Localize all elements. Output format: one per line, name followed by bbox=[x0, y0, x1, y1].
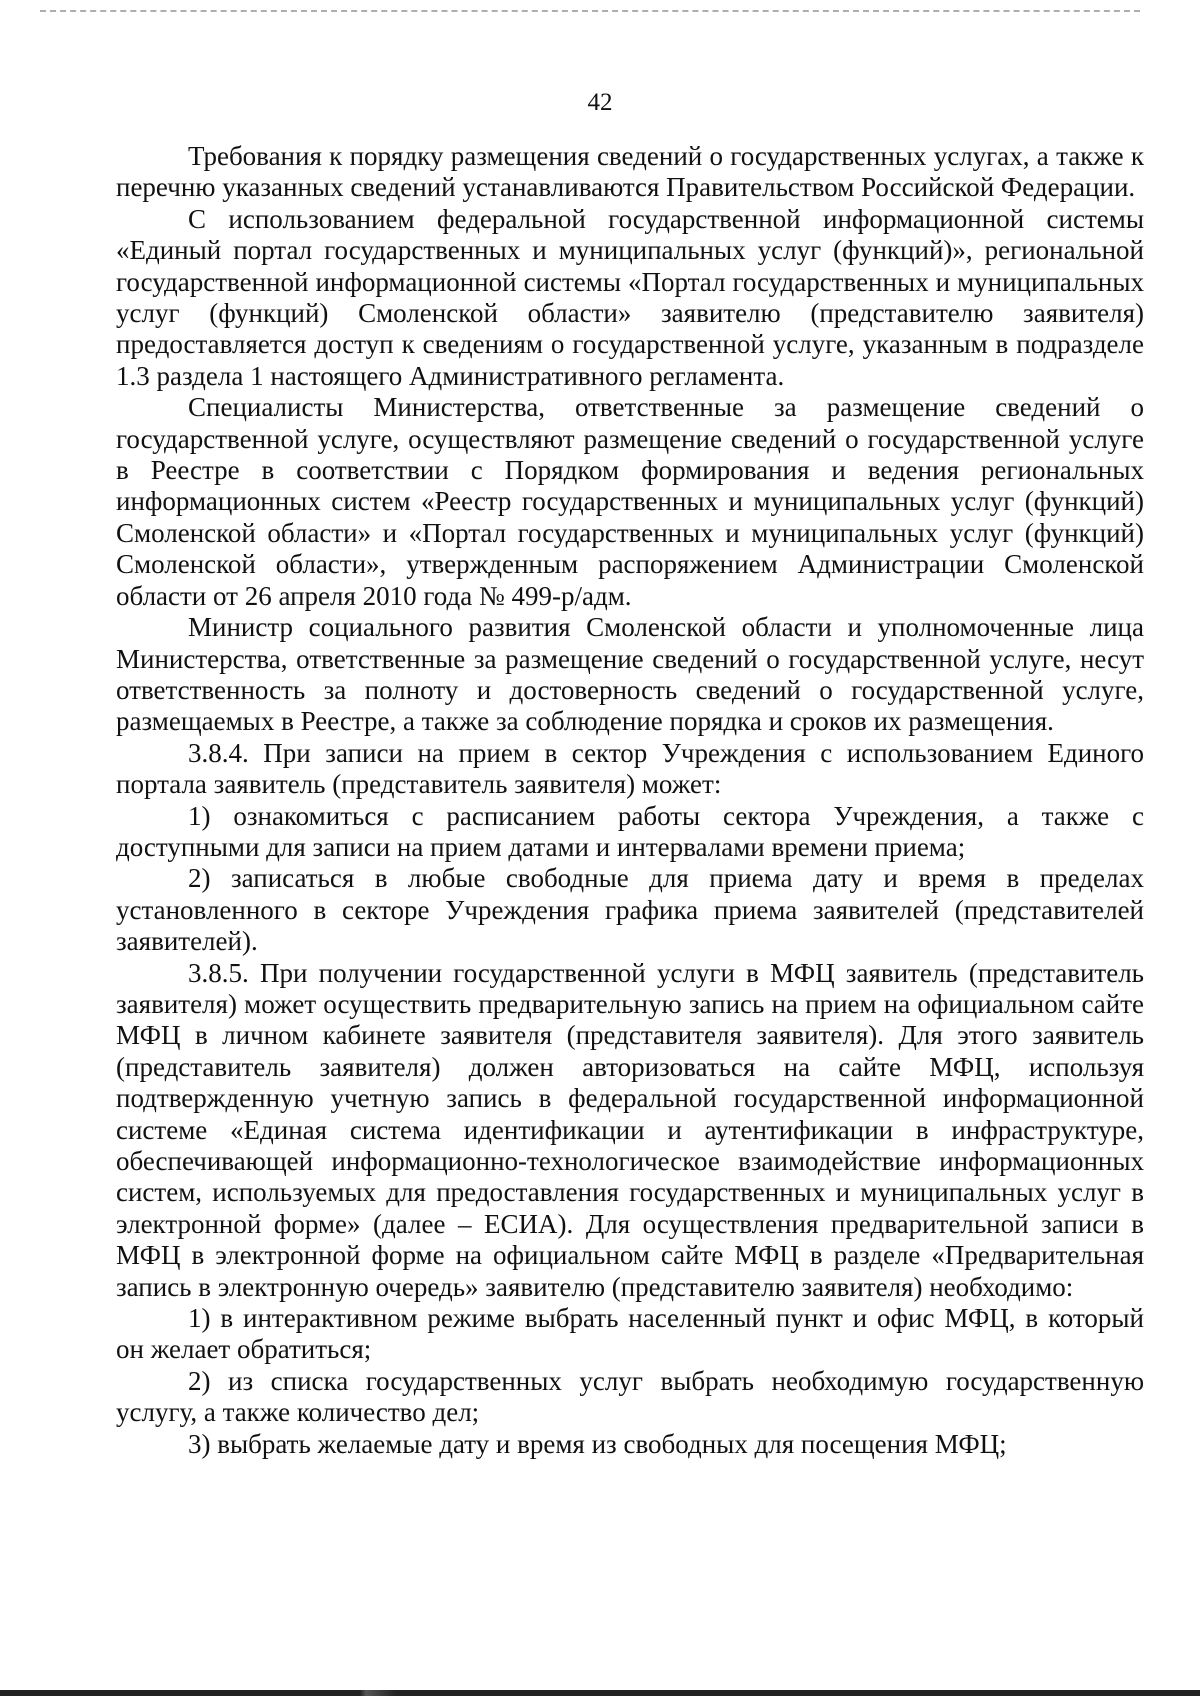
paragraph: Министр социального развития Смоленской области и уполномоченные лица Министерства, ответственные за размещение сведений о государственной услуге, несут ответственность за полноту и достоверность сведений о государственной услуге, размещаемых в Реестре, а также за соблюдение порядка и сроков их размещения. bbox=[116, 612, 1144, 737]
paragraph: 3.8.4. При записи на прием в сектор Учреждения с использованием Единого портала заявитель (представитель заявителя) может: bbox=[116, 737, 1144, 800]
list-item: 2) из списка государственных услуг выбрать необходимую государственную услугу, а также количество дел; bbox=[116, 1365, 1144, 1428]
paragraph: Специалисты Министерства, ответственные за размещение сведений о государственной услуге, осуществляют размещение сведений о государственной услуге в Реестре в соответствии с Порядком формирования и ведения региональных информационных систем «Реестр государственных и муниципальных услуг (функций) Смоленской области» и «Портал государственных и муниципальных услуг (функций) Смоленской области», утвержденным распоряжением Администрации Смоленской области от 26 апреля 2010 года № 499-р/адм. bbox=[116, 392, 1144, 611]
paragraph: 3.8.5. При получении государственной услуги в МФЦ заявитель (представитель заявителя) может осуществить предварительную запись на прием на официальном сайте МФЦ в личном кабинете заявителя (представителя заявителя). Для этого заявитель (представитель заявителя) должен авторизоваться на сайте МФЦ, используя подтвержденную учетную запись в федеральной государственной информационной системе «Единая система идентификации и аутентификации в инфраструктуре, обеспечивающей информационно-технологическое взаимодействие информационных систем, используемых для предоставления государственных и муниципальных услуг в электронной форме» (далее – ЕСИА). Для осуществления предварительной записи в МФЦ в электронной форме на официальном сайте МФЦ в разделе «Предварительная запись в электронную очередь» заявителю (представителю заявителя) необходимо: bbox=[116, 957, 1144, 1302]
document-body bbox=[116, 141, 1144, 1460]
scan-artifact-bottom bbox=[0, 1690, 1200, 1696]
paragraph: С использованием федеральной государственной информационной системы «Единый портал государственных и муниципальных услуг (функций)», региональной государственной информационной системы «Портал государственных и муниципальных услуг (функций) Смоленской области» заявителю (представителю заявителя) предоставляется доступ к сведениям о государственной услуге, указанным в подразделе 1.3 раздела 1 настоящего Административного регламента. bbox=[116, 203, 1144, 391]
list-item: 1) ознакомиться с расписанием работы сектора Учреждения, а также с доступными для записи на прием датами и интервалами времени приема; bbox=[116, 800, 1144, 862]
list-item: 2) записаться в любые свободные для приема дату и время в пределах установленного в секторе Учреждения графика приема заявителей (представителей заявителей). bbox=[116, 863, 1144, 957]
list-item: 3) выбрать желаемые дату и время из свободных для посещения МФЦ; bbox=[188, 1428, 1007, 1459]
paragraph: Требования к порядку размещения сведений о государственных услугах, а также к перечню указанных сведений устанавливаются Правительством Российской Федерации. bbox=[116, 141, 1144, 203]
page-number: 42 bbox=[587, 89, 613, 116]
scan-artifact-top bbox=[40, 10, 1140, 15]
list-item: 1) в интерактивном режиме выбрать населенный пункт и офис МФЦ, в который он желает обратиться; bbox=[116, 1303, 1144, 1365]
